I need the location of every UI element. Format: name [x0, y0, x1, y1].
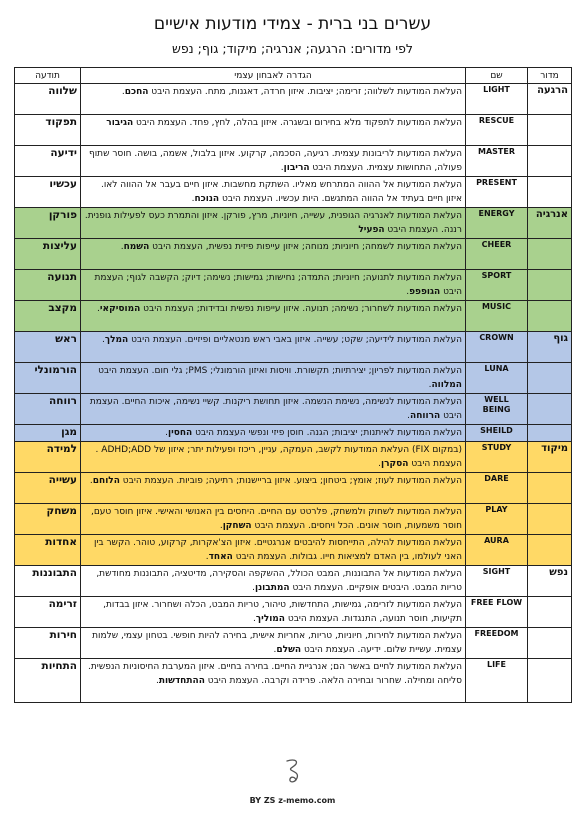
- name-cell: CROWN: [466, 332, 528, 363]
- table-row: [15, 363, 572, 394]
- header-category: מדור: [528, 68, 572, 84]
- category-cell: גוף: [528, 332, 572, 363]
- table-row: [15, 208, 572, 239]
- awareness-cell: למידה: [15, 442, 81, 473]
- table-row: [15, 270, 572, 301]
- table-row: [15, 597, 572, 628]
- category-cell: [528, 597, 572, 628]
- name-cell: LUNA: [466, 363, 528, 394]
- awareness-cell: אחדות: [15, 535, 81, 566]
- name-cell: LIGHT: [466, 84, 528, 115]
- name-cell: SIGHT: [466, 566, 528, 597]
- table-row: [15, 535, 572, 566]
- awareness-cell: הורמונלי: [15, 363, 81, 394]
- table-row: [15, 566, 572, 597]
- awareness-cell: עכשיו: [15, 177, 81, 208]
- definition-cell: העלאת המודעות לנשימה, נשימת הנשמה. איזון תחושת ריקנות. קשיי נשימה, איכות החיים. העצמת היבט הרווחה.: [81, 394, 466, 425]
- definition-cell: העלאת המודעות לשחוק ולמשחק, פלרטט עם החיים. היחסים בין האנושי והאישי. איזון חוסר טעם, חוסר משמעות, חוסר אונים. הכל ויחסים. העצמת היבט השחקן.: [81, 504, 466, 535]
- name-cell: WELL BEING: [466, 394, 528, 425]
- category-cell: [528, 659, 572, 703]
- name-cell: MASTER: [466, 146, 528, 177]
- awareness-cell: עשייה: [15, 473, 81, 504]
- awareness-cell: ראש: [15, 332, 81, 363]
- name-cell: CHEER: [466, 239, 528, 270]
- name-cell: ENERGY: [466, 208, 528, 239]
- table-row: [15, 628, 572, 659]
- awareness-cell: תנועה: [15, 270, 81, 301]
- table-row: [15, 177, 572, 208]
- name-cell: DARE: [466, 473, 528, 504]
- category-cell: [528, 425, 572, 442]
- header-definition: הגדרה לאבחון עצמי: [81, 68, 466, 84]
- awareness-cell: שלווה: [15, 84, 81, 115]
- awareness-cell: מגן: [15, 425, 81, 442]
- awareness-cell: התחיות: [15, 659, 81, 703]
- header-awareness: תודעה: [15, 68, 81, 84]
- category-cell: [528, 363, 572, 394]
- awareness-cell: רווחה: [15, 394, 81, 425]
- definition-cell: העלאת המודעות לידיעה; שקט; עשייה. איזון באבי ראש מנטאליים ופיזיים. העצמת היבט המלך.: [81, 332, 466, 363]
- definition-cell: העלאת המודעות לזרימה, גמישות, התחדשות, טיהור, טריות המבט, הכלה ושחרור. איזון בבדות, תקיעות, חוסר תנועה, התנגדות. העצמת היבט המוליך.: [81, 597, 466, 628]
- table-row: [15, 425, 572, 442]
- category-cell: [528, 535, 572, 566]
- category-cell: [528, 177, 572, 208]
- name-cell: FREEDOM: [466, 628, 528, 659]
- z-signature-icon: [281, 757, 305, 785]
- awareness-cell: ידיעה: [15, 146, 81, 177]
- definition-cell: העלאת המודעות לחירות, חיוניות, טריות, אחריות אישית, בחירה להיות חופשי. בטחון עצמי, שלמות עצמית. עשיית שלום. ידיעה. העצמת היבט השלם.: [81, 628, 466, 659]
- name-cell: PLAY: [466, 504, 528, 535]
- definition-cell: העלאת המודעות לשמחה; חיוניות; מנוחה; איזון עייפות פיזית נפשית, העצמת היבט השמח.: [81, 239, 466, 270]
- table-header-row: [15, 68, 572, 84]
- awareness-cell: התבוננות: [15, 566, 81, 597]
- awareness-cell: מקצב: [15, 301, 81, 332]
- category-cell: [528, 504, 572, 535]
- definition-cell: העלאת המודעות לעוז; אומץ; ביטחון; ביצוע. איזון בריישנות; רתיעה; פוביות. העצמת היבט הלוחם.: [81, 473, 466, 504]
- category-cell: [528, 301, 572, 332]
- awareness-cell: זרימה: [15, 597, 81, 628]
- name-cell: MUSIC: [466, 301, 528, 332]
- awareness-cell: פורקן: [15, 208, 81, 239]
- definition-cell: העלאת המודעות לשלווה; זרימה; יציבות. איזון חרדה, דאגנות, מתח. העצמת היבט החכם.: [81, 84, 466, 115]
- table-row: [15, 301, 572, 332]
- category-cell: [528, 628, 572, 659]
- bracelets-table: [14, 67, 572, 703]
- category-cell: מיקוד: [528, 442, 572, 473]
- name-cell: STUDY: [466, 442, 528, 473]
- name-cell: FREE FLOW: [466, 597, 528, 628]
- name-cell: LIFE: [466, 659, 528, 703]
- footer-credit: BY ZS z-memo.com: [249, 796, 336, 805]
- category-cell: [528, 239, 572, 270]
- name-cell: SPORT: [466, 270, 528, 301]
- table-row: [15, 659, 572, 703]
- page-title: עשרים בני ברית - צמידי מודעות אישיים: [153, 14, 432, 34]
- category-cell: [528, 270, 572, 301]
- category-cell: הרגעה: [528, 84, 572, 115]
- definition-cell: (במקום FIX) העלאת המודעות לקשב, העמקה, עניין, ריכוז ופעילות יתר; איזון של ADHD;ADD . העצמת היבט הסקרן.: [81, 442, 466, 473]
- awareness-cell: עליצות: [15, 239, 81, 270]
- table-row: [15, 146, 572, 177]
- name-cell: AURA: [466, 535, 528, 566]
- category-cell: [528, 115, 572, 146]
- header-name: שם: [466, 68, 528, 84]
- definition-cell: העלאת המודעות אל התבוננות, המבט הכולל, ההשקפה והסקירה, מדיטציה, התבוננות מחודשת, טריות המבט. היבטים אופקיים. העצמת היבט המתבונן.: [81, 566, 466, 597]
- table-row: [15, 84, 572, 115]
- definition-cell: העלאת המודעות לריבונות עצמית. רגיעה, הסכמה, קרקוע. איזון בלבול, אשמה, בושה. חוסר שתוף פעולה, התחושות עצמית. העצמת היבט הריבון.: [81, 146, 466, 177]
- definition-cell: העלאת המודעות אל ההווה המתרחש מאליו. השתקת מחשבות. איזון חיים בעבר אל ההווה לאו. איזון חיים בעתיד אל ההווה המתגשם. היות עכשיו. העצמת היבט הנוכח.: [81, 177, 466, 208]
- category-cell: [528, 146, 572, 177]
- definition-cell: העלאת המודעות לחיים באשר הם; אנרגיית החיים. בחירה בחיים. איזון המערבת החיסוניות הנפשית. סליחה ומחילה. שחרור ובחירה הלאה. פרידה וקרבה. העצמת היבט ההתחדשות.: [81, 659, 466, 703]
- category-cell: אנרגיה: [528, 208, 572, 239]
- definition-cell: העלאת המודעות לאנרגיה הגופנית, עשייה, חיוניות, מרץ, פורקן. איזון והתמרת כעס לפעילות גופנית. רננה. העצמת היבט הפעיל: [81, 208, 466, 239]
- name-cell: RESCUE: [466, 115, 528, 146]
- table-row: [15, 442, 572, 473]
- definition-cell: העלאת המודעות לפריון; יצירתיות; תקשורת. וויסות ואיזון הורמונלי; PMS; גלי חום. העצמת היבט המלווה.: [81, 363, 466, 394]
- definition-cell: העלאת המודעות להילה, התייחסות להיבטים אנרגטיים. איזון הצ'אקרות, קרקוע, טוהר. הקשר בין האני לעולמו, בין האדם למציאות חייו. גבולות. העצמת היבט האחד.: [81, 535, 466, 566]
- awareness-cell: תפקוד: [15, 115, 81, 146]
- table-row: [15, 115, 572, 146]
- table-row: [15, 473, 572, 504]
- table-row: [15, 504, 572, 535]
- definition-cell: העלאת המודעות לשחרור; נשימה; תנועה. איזון עייפות נפשית ובדידות; העצמת היבט המוסיקאי.: [81, 301, 466, 332]
- table-row: [15, 394, 572, 425]
- awareness-cell: משחק: [15, 504, 81, 535]
- definition-cell: העלאת המודעות לתנועה; חיוניות; התמדה; נחישות; גמישות; נשימה; דיוק; הקשבה לגוף; העצמת היבט הגופפפ.: [81, 270, 466, 301]
- definition-cell: העלאת המודעות לאיתנות; יציבות; הגנה. חוסן פיזי ונפשי העצמת היבט החסין.: [81, 425, 466, 442]
- category-cell: נפש: [528, 566, 572, 597]
- table-row: [15, 239, 572, 270]
- category-cell: [528, 473, 572, 504]
- page-subtitle: לפי מדורים: הרגעה; אנרגיה; מיקוד; גוף; נפש: [172, 41, 413, 56]
- awareness-cell: חירות: [15, 628, 81, 659]
- category-cell: [528, 394, 572, 425]
- table-row: [15, 332, 572, 363]
- definition-cell: העלאת המודעות לתפקוד מלא בחירום ובשגרה. איזון בהלה, לחץ, פחד. העצמת היבט הגיבור: [81, 115, 466, 146]
- name-cell: SHEILD: [466, 425, 528, 442]
- name-cell: PRESENT: [466, 177, 528, 208]
